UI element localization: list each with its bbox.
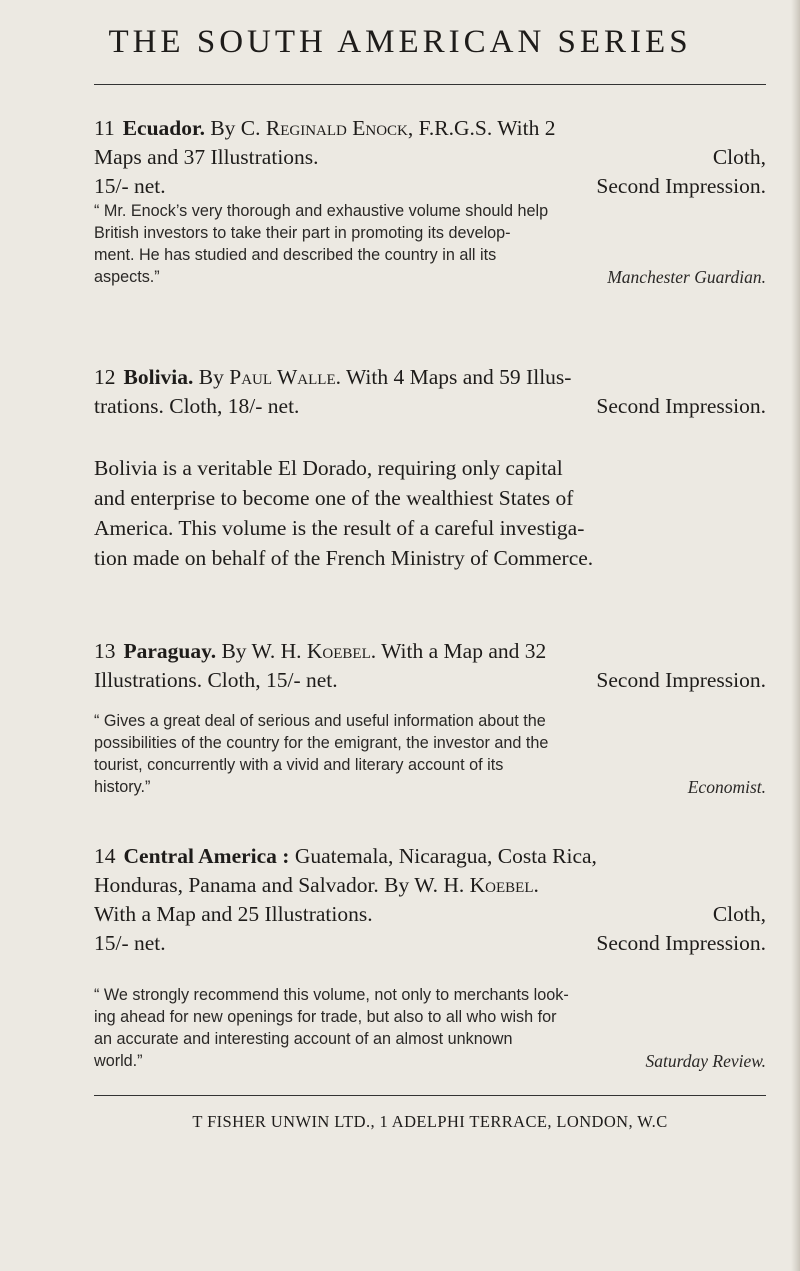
entry-text: Maps and 37 Illustrations. (94, 145, 319, 169)
entry-ecuador-review (94, 200, 766, 288)
entry-line (94, 114, 766, 143)
entry-central-america-heading (94, 842, 766, 958)
entry-text: Guatemala, Nicaragua, Costa Rica, (294, 844, 597, 868)
review-line: ment. He has studied and described the country in all its (94, 246, 497, 264)
description-line: Bolivia is a veritable El Dorado, requiring only capital (94, 456, 563, 480)
entry-text: Honduras, Panama and Salvador. By W. H. (94, 873, 470, 897)
entry-title: Paraguay. (123, 639, 217, 663)
description-line: America. This volume is the result of a careful investiga- (94, 516, 585, 540)
review-line: British investors to take their part in promoting its develop- (94, 224, 511, 242)
author-name: Koebel (469, 873, 534, 897)
review-line (94, 1050, 766, 1072)
review-text: world.” (94, 1052, 143, 1070)
entry-line (94, 871, 766, 900)
description-line: and enterprise to become one of the wealthiest States of (94, 486, 574, 510)
entry-text: By (198, 365, 230, 389)
entry-line (94, 637, 766, 666)
entry-text: By C. (210, 116, 266, 140)
entry-number: 14 (94, 844, 116, 868)
entry-line (94, 172, 766, 201)
entry-line (94, 363, 766, 392)
review-line: ing ahead for new openings for trade, but also to all who wish for (94, 1008, 557, 1026)
edition: Second Impression. (596, 931, 766, 955)
entry-text: With a Map and 25 Illustrations. (94, 902, 373, 926)
edition: Second Impression. (596, 394, 766, 418)
entry-bolivia-heading (94, 363, 766, 421)
review-line (94, 266, 766, 288)
review-source: Manchester Guardian. (607, 267, 766, 287)
entry-text: . With 4 Maps and 59 Illus- (335, 365, 572, 389)
publisher-footer: T FISHER UNWIN LTD., 1 ADELPHI TERRACE, LONDON, W.C (192, 1112, 668, 1131)
entry-line (94, 929, 766, 958)
review-line: possibilities of the country for the emigrant, the investor and the (94, 734, 549, 752)
entry-text: Cloth, (712, 902, 766, 926)
entry-text: Cloth, (712, 145, 766, 169)
entry-text: trations. Cloth, 18/- net. (94, 394, 300, 418)
entry-line (94, 842, 766, 871)
price: 15/- net. (94, 174, 166, 198)
entry-ecuador-heading (94, 114, 766, 201)
series-header: THE SOUTH AMERICAN SERIES (108, 24, 692, 60)
review-line: “ Gives a great deal of serious and useful information about the (94, 712, 546, 730)
entry-line (94, 143, 766, 172)
author-name: Paul Walle (229, 365, 336, 389)
entry-title: Central America : (123, 844, 290, 868)
review-text: aspects.” (94, 268, 160, 286)
edition: Second Impression. (596, 174, 766, 198)
entry-paraguay-review (94, 710, 766, 798)
review-text: history.” (94, 778, 151, 796)
entry-text: Illustrations. Cloth, 15/- net. (94, 668, 338, 692)
review-source: Economist. (687, 777, 766, 797)
entry-bolivia-description (94, 453, 766, 573)
entry-text: . With a Map and 32 (370, 639, 547, 663)
review-line: “ We strongly recommend this volume, not only to merchants look- (94, 986, 569, 1004)
entry-title: Bolivia. (123, 365, 194, 389)
entry-text: By W. H. (221, 639, 307, 663)
author-name: Reginald Enock (265, 116, 408, 140)
entry-line (94, 392, 766, 421)
entry-line (94, 900, 766, 929)
entry-number: 13 (94, 639, 116, 663)
entry-text: , F.R.G.S. With 2 (407, 116, 556, 140)
entry-number: 11 (94, 116, 115, 140)
entry-number: 12 (94, 365, 116, 389)
review-line: tourist, concurrently with a vivid and literary account of its (94, 756, 504, 774)
price: 15/- net. (94, 931, 166, 955)
page-edge (791, 0, 800, 1271)
author-name: Koebel (306, 639, 371, 663)
entry-text: . (533, 873, 539, 897)
review-source: Saturday Review. (645, 1051, 766, 1071)
header-rule (94, 84, 766, 85)
entry-paraguay-heading (94, 637, 766, 695)
edition: Second Impression. (596, 668, 766, 692)
entry-central-america-review (94, 984, 766, 1072)
review-line (94, 776, 766, 798)
description-line: tion made on behalf of the French Ministry of Commerce. (94, 546, 594, 570)
review-line: “ Mr. Enock’s very thorough and exhaustive volume should help (94, 202, 549, 220)
entry-line (94, 666, 766, 695)
footer-rule (94, 1095, 766, 1096)
review-line: an accurate and interesting account of an almost unknown (94, 1030, 513, 1048)
entry-title: Ecuador. (122, 116, 205, 140)
